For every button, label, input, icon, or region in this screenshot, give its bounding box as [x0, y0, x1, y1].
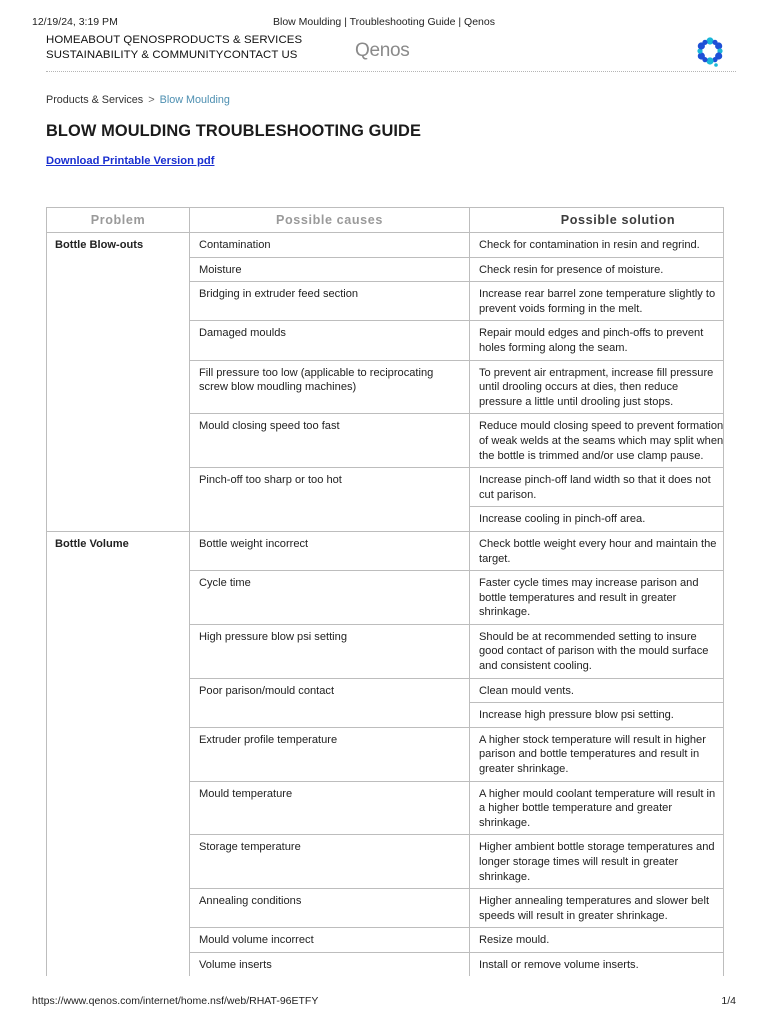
logo-dot — [706, 57, 713, 64]
solution-text-line: Check resin for presence of moisture. — [479, 263, 664, 276]
cause-cell — [190, 678, 470, 727]
cause-cell — [190, 727, 470, 781]
cause-cell — [190, 835, 470, 889]
solution-cell — [470, 257, 725, 282]
solution-text-line: Faster cycle times may increase parison and — [479, 577, 699, 590]
header-possible-causes: Possible causes — [190, 208, 470, 233]
cause-text-line: Extruder profile temperature — [199, 733, 338, 746]
table-body — [47, 233, 725, 977]
solution-text-line: shrinkage. — [479, 816, 531, 829]
solution-text-line: Should be at recommended setting to insure — [479, 630, 697, 643]
solution-cell — [470, 360, 725, 414]
solution-text-line: longer storage times will result in greater — [479, 856, 679, 868]
nav-about[interactable]: ABOUT QENOS — [80, 34, 166, 46]
cause-text-line: Storage temperature — [199, 841, 301, 854]
solution-text-line: Increase rear barrel zone temperature slightly to — [479, 288, 716, 301]
solution-text-line: a higher bottle temperature and greater — [479, 802, 673, 815]
solution-text-line: cut parison. — [479, 488, 537, 501]
cause-text-line: Annealing conditions — [199, 895, 302, 908]
table-row — [47, 233, 725, 258]
nav-products[interactable]: PRODUCTS & SERVICES — [165, 34, 303, 46]
solution-text-line: Clean mould vents. — [479, 684, 574, 697]
solution-text-line: of weak welds at the seams which may split when — [479, 434, 724, 447]
solution-cell — [470, 889, 725, 928]
troubleshooting-table — [46, 207, 724, 976]
qenos-logo[interactable]: Qenos — [355, 40, 410, 61]
solution-cell — [470, 414, 725, 468]
cause-cell — [190, 257, 470, 282]
solution-text-line: greater shrinkage. — [479, 763, 569, 776]
header-possible-solution: Possible solution — [470, 208, 725, 233]
solution-text-line: To prevent air entrapment, increase fill pressure — [479, 366, 714, 379]
solution-text-line: shrinkage. — [479, 870, 531, 883]
footer-url: https://www.qenos.com/internet/home.nsf/web/RHAT-96ETFY — [32, 995, 319, 1007]
solution-cell — [470, 624, 725, 678]
solution-cell — [470, 678, 725, 703]
cause-text-line: Fill pressure too low (applicable to reciprocating — [199, 366, 434, 379]
cause-text-line: Poor parison/mould contact — [199, 684, 335, 697]
solution-text-line: parison and bottle temperatures and result in — [479, 748, 700, 761]
solution-cell — [470, 727, 725, 781]
solution-cell — [470, 781, 725, 835]
solution-cell — [470, 282, 725, 321]
solution-text-line: until drooling occurs at dies, then reduce — [479, 381, 679, 394]
solution-text-line: A higher stock temperature will result in higher — [479, 733, 706, 746]
header-divider — [46, 71, 736, 72]
cause-cell — [190, 952, 470, 976]
solution-text-line: speeds will result in greater shrinkage. — [479, 909, 668, 922]
solution-cell — [470, 703, 725, 728]
cause-text-line: High pressure blow psi setting — [199, 630, 347, 643]
nav-contact[interactable]: CONTACT US — [223, 49, 298, 61]
troubleshooting-table-container — [46, 207, 724, 976]
print-datetime: 12/19/24, 3:19 PM — [32, 16, 118, 28]
print-footer — [32, 995, 736, 1007]
solution-cell — [470, 952, 725, 976]
cause-text-line: Volume inserts — [199, 958, 272, 971]
logo-dot — [698, 52, 705, 59]
logo-dot — [715, 42, 722, 49]
cause-text-line: Contamination — [199, 239, 271, 251]
breadcrumb-blow-moulding[interactable]: Blow Moulding — [159, 94, 230, 106]
logo-dot — [702, 40, 707, 45]
solution-text-line: Higher ambient bottle storage temperatures and — [479, 841, 715, 854]
breadcrumb-separator: > — [148, 94, 155, 106]
header-problem: Problem — [47, 208, 190, 233]
logo-dot — [714, 63, 718, 67]
page-title: BLOW MOULDING TROUBLESHOOTING GUIDE — [46, 122, 422, 140]
cause-cell — [190, 928, 470, 953]
cause-cell — [190, 233, 470, 258]
solution-cell — [470, 928, 725, 953]
print-header — [32, 16, 736, 30]
solution-cell — [470, 835, 725, 889]
table-right-border — [723, 207, 724, 976]
cause-text-line: Mould closing speed too fast — [199, 420, 340, 433]
cause-cell — [190, 414, 470, 468]
cause-cell — [190, 571, 470, 625]
solution-text-line: bottle temperatures and result in greater — [479, 591, 677, 604]
cause-cell — [190, 468, 470, 532]
solution-text-line: shrinkage. — [479, 606, 531, 619]
problem-cell: Bottle Blow-outs — [47, 233, 190, 532]
solution-text-line: prevent voids forming in the melt. — [479, 302, 643, 315]
nav-home[interactable]: HOME — [46, 34, 81, 46]
solution-text-line: A higher mould coolant temperature will result in — [479, 787, 716, 800]
print-page-title: Blow Moulding | Troubleshooting Guide | Qenos — [272, 16, 495, 28]
problem-cell: Bottle Volume — [47, 531, 190, 976]
footer-page-number: 1/4 — [721, 995, 736, 1007]
solution-cell — [470, 321, 725, 360]
solution-text-line: the bottle is trimmed and/or use clamp pause. — [479, 449, 704, 462]
solution-text-line: Resize mould. — [479, 934, 550, 947]
cause-cell — [190, 282, 470, 321]
solution-text-line: Increase high pressure blow psi setting. — [479, 709, 674, 722]
cause-cell — [190, 321, 470, 360]
table-row — [47, 531, 725, 570]
solution-text-line: Reduce mould closing speed to prevent formation — [479, 420, 724, 433]
cause-cell — [190, 781, 470, 835]
cause-cell — [190, 624, 470, 678]
solution-text-line: target. — [479, 552, 511, 565]
cause-text-line: Cycle time — [199, 577, 251, 590]
table-header-row — [47, 208, 725, 233]
solution-cell — [470, 233, 725, 258]
main-nav — [46, 33, 302, 63]
solution-text-line: Install or remove volume inserts. — [479, 958, 639, 971]
download-pdf-link[interactable]: Download Printable Version pdf — [46, 155, 215, 167]
cause-cell — [190, 531, 470, 570]
cause-text-line: Mould temperature — [199, 787, 293, 800]
logo-dot — [706, 37, 713, 44]
cause-text-line: Mould volume incorrect — [199, 934, 314, 947]
cause-cell — [190, 360, 470, 414]
nav-sustainability[interactable]: SUSTAINABILITY & COMMUNITY — [46, 49, 224, 61]
solution-text-line: Increase pinch-off land width so that it does not — [479, 474, 711, 487]
cause-text-line: Damaged moulds — [199, 327, 286, 340]
solution-cell — [470, 571, 725, 625]
breadcrumb-products[interactable]: Products & Services — [46, 94, 144, 106]
solution-text-line: Higher annealing temperatures and slower belt — [479, 895, 710, 908]
solution-text-line: Check bottle weight every hour and maintain the — [479, 537, 717, 550]
solution-text-line: Check for contamination in resin and regrind. — [479, 239, 700, 251]
cause-text-line: Bottle weight incorrect — [199, 537, 309, 550]
cause-cell — [190, 889, 470, 928]
solution-text-line: pressure a little until drooling just stops. — [479, 395, 674, 408]
solution-cell — [470, 468, 725, 507]
cause-text-line: Pinch-off too sharp or too hot — [199, 474, 342, 487]
cause-text-line: Bridging in extruder feed section — [199, 288, 359, 301]
solution-text-line: Repair mould edges and pinch-offs to prevent — [479, 327, 704, 340]
solution-text-line: holes forming along the seam. — [479, 341, 628, 354]
solution-text-line: Increase cooling in pinch-off area. — [479, 513, 646, 526]
solution-text-line: and consistent cooling. — [479, 660, 592, 673]
cause-text-line: Moisture — [199, 263, 242, 276]
breadcrumb — [46, 94, 230, 106]
qenos-logo-mark-icon[interactable] — [694, 36, 726, 68]
cause-text-line: screw blow moudling machines) — [199, 381, 357, 394]
solution-cell — [470, 507, 725, 532]
solution-cell — [470, 531, 725, 570]
solution-text-line: good contact of parison with the mould surface — [479, 645, 709, 658]
